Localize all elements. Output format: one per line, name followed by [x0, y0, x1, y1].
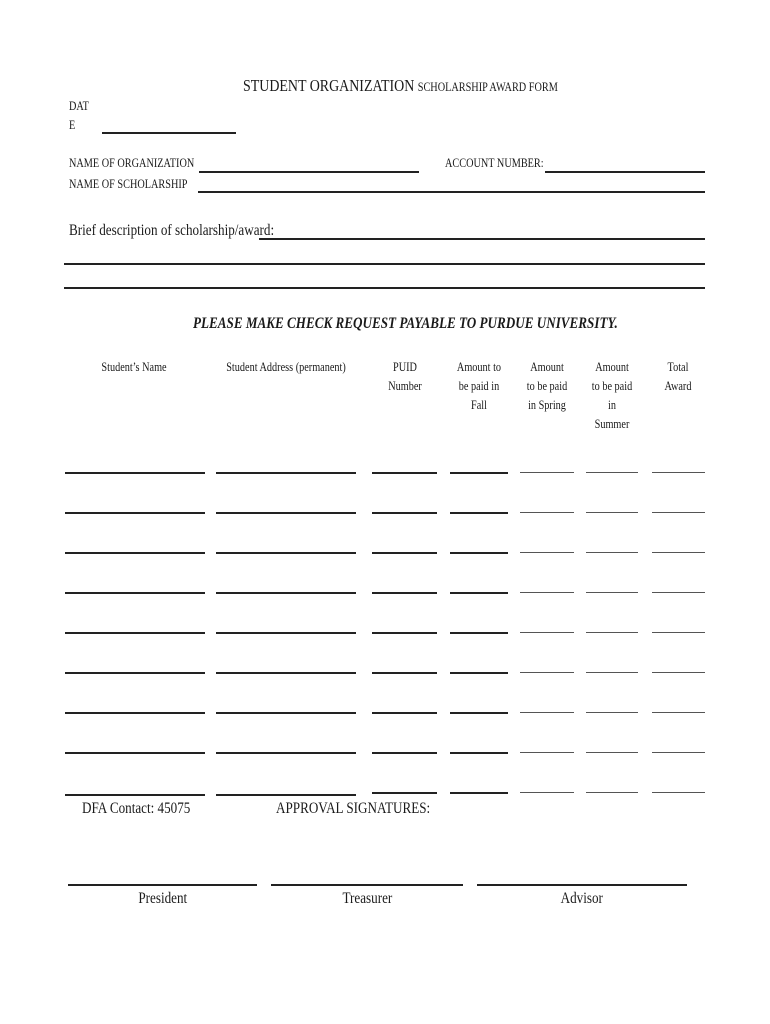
description-field-line-1[interactable]	[259, 238, 705, 240]
amount-spring-field[interactable]	[520, 512, 574, 513]
student-address-field[interactable]	[216, 552, 356, 554]
header-puid-number: PUID Number	[388, 360, 422, 393]
student-name-field[interactable]	[65, 512, 205, 514]
total-award-field[interactable]	[652, 752, 705, 753]
treasurer-signature-line[interactable]	[271, 884, 463, 886]
puid-field[interactable]	[372, 672, 437, 674]
scholarship-name-field[interactable]	[198, 191, 705, 193]
amount-summer-field[interactable]	[586, 472, 638, 473]
amount-fall-field[interactable]	[450, 752, 508, 754]
puid-field[interactable]	[372, 552, 437, 554]
dfa-contact: DFA Contact: 45075	[82, 800, 191, 817]
header-amount-fall: Amount to be paid in Fall	[456, 360, 502, 412]
student-name-field[interactable]	[65, 592, 205, 594]
amount-spring-field[interactable]	[520, 632, 574, 633]
amount-fall-field[interactable]	[450, 712, 508, 714]
puid-field[interactable]	[372, 632, 437, 634]
amount-summer-field[interactable]	[586, 712, 638, 713]
org-name-field[interactable]	[199, 171, 419, 173]
amount-fall-field[interactable]	[450, 552, 508, 554]
total-award-field[interactable]	[652, 592, 705, 593]
form-title	[243, 76, 627, 97]
total-award-field[interactable]	[652, 472, 705, 473]
amount-summer-field[interactable]	[586, 552, 638, 553]
amount-spring-field[interactable]	[520, 672, 574, 673]
student-name-field[interactable]	[65, 672, 205, 674]
amount-spring-field[interactable]	[520, 712, 574, 713]
org-name-label: NAME OF ORGANIZATION	[69, 156, 195, 170]
total-award-field[interactable]	[652, 512, 705, 513]
header-amount-summer: Amount to be paid in Summer	[591, 360, 633, 431]
student-name-field[interactable]	[65, 752, 205, 754]
description-label: Brief description of scholarship/award:	[69, 222, 275, 239]
amount-spring-field[interactable]	[520, 592, 574, 593]
student-address-field[interactable]	[216, 592, 356, 594]
account-number-field[interactable]	[545, 171, 705, 173]
total-award-field[interactable]	[652, 712, 705, 713]
amount-spring-field[interactable]	[520, 752, 574, 753]
puid-field[interactable]	[372, 792, 437, 794]
account-number-label: ACCOUNT NUMBER:	[445, 156, 544, 170]
amount-fall-field[interactable]	[450, 632, 508, 634]
header-total-award: Total Award	[664, 360, 692, 393]
puid-field[interactable]	[372, 712, 437, 714]
amount-fall-field[interactable]	[450, 512, 508, 514]
amount-summer-field[interactable]	[586, 632, 638, 633]
student-address-field[interactable]	[216, 712, 356, 714]
student-address-field[interactable]	[216, 632, 356, 634]
description-field-line-3[interactable]	[64, 287, 705, 289]
amount-spring-field[interactable]	[520, 472, 574, 473]
puid-field[interactable]	[372, 472, 437, 474]
check-payable-notice: PLEASE MAKE CHECK REQUEST PAYABLE TO PURDUE UNIVERSITY.	[193, 315, 618, 332]
treasurer-label: Treasurer	[342, 890, 392, 907]
student-address-field[interactable]	[216, 672, 356, 674]
student-name-field[interactable]	[65, 794, 205, 796]
president-label: President	[138, 890, 187, 907]
date-label: DAT E	[69, 99, 89, 132]
amount-fall-field[interactable]	[450, 592, 508, 594]
header-student-address: Student Address (permanent)	[226, 360, 346, 374]
student-name-field[interactable]	[65, 552, 205, 554]
amount-spring-field[interactable]	[520, 792, 574, 793]
puid-field[interactable]	[372, 592, 437, 594]
approval-signatures-label: APPROVAL SIGNATURES:	[276, 800, 431, 817]
student-address-field[interactable]	[216, 472, 356, 474]
amount-summer-field[interactable]	[586, 592, 638, 593]
puid-field[interactable]	[372, 752, 437, 754]
form-title-main: STUDENT ORGANIZATION	[243, 76, 415, 95]
total-award-field[interactable]	[652, 552, 705, 553]
president-signature-line[interactable]	[68, 884, 257, 886]
student-address-field[interactable]	[216, 512, 356, 514]
student-address-field[interactable]	[216, 752, 356, 754]
form-title-sub: SCHOLARSHIP AWARD FORM	[417, 80, 558, 94]
amount-summer-field[interactable]	[586, 792, 638, 793]
student-name-field[interactable]	[65, 712, 205, 714]
student-name-field[interactable]	[65, 472, 205, 474]
puid-field[interactable]	[372, 512, 437, 514]
amount-summer-field[interactable]	[586, 672, 638, 673]
amount-fall-field[interactable]	[450, 672, 508, 674]
header-student-name: Student’s Name	[101, 360, 167, 374]
total-award-field[interactable]	[652, 632, 705, 633]
advisor-label: Advisor	[560, 890, 604, 907]
scholarship-name-label: NAME OF SCHOLARSHIP	[69, 177, 188, 191]
total-award-field[interactable]	[652, 672, 705, 673]
date-field[interactable]	[102, 132, 236, 134]
description-field-line-2[interactable]	[64, 263, 705, 265]
amount-summer-field[interactable]	[586, 752, 638, 753]
advisor-signature-line[interactable]	[477, 884, 687, 886]
student-name-field[interactable]	[65, 632, 205, 634]
header-amount-spring: Amount to be paid in Spring	[526, 360, 568, 412]
student-address-field[interactable]	[216, 794, 356, 796]
amount-fall-field[interactable]	[450, 792, 508, 794]
total-award-field[interactable]	[652, 792, 705, 793]
amount-fall-field[interactable]	[450, 472, 508, 474]
amount-summer-field[interactable]	[586, 512, 638, 513]
amount-spring-field[interactable]	[520, 552, 574, 553]
